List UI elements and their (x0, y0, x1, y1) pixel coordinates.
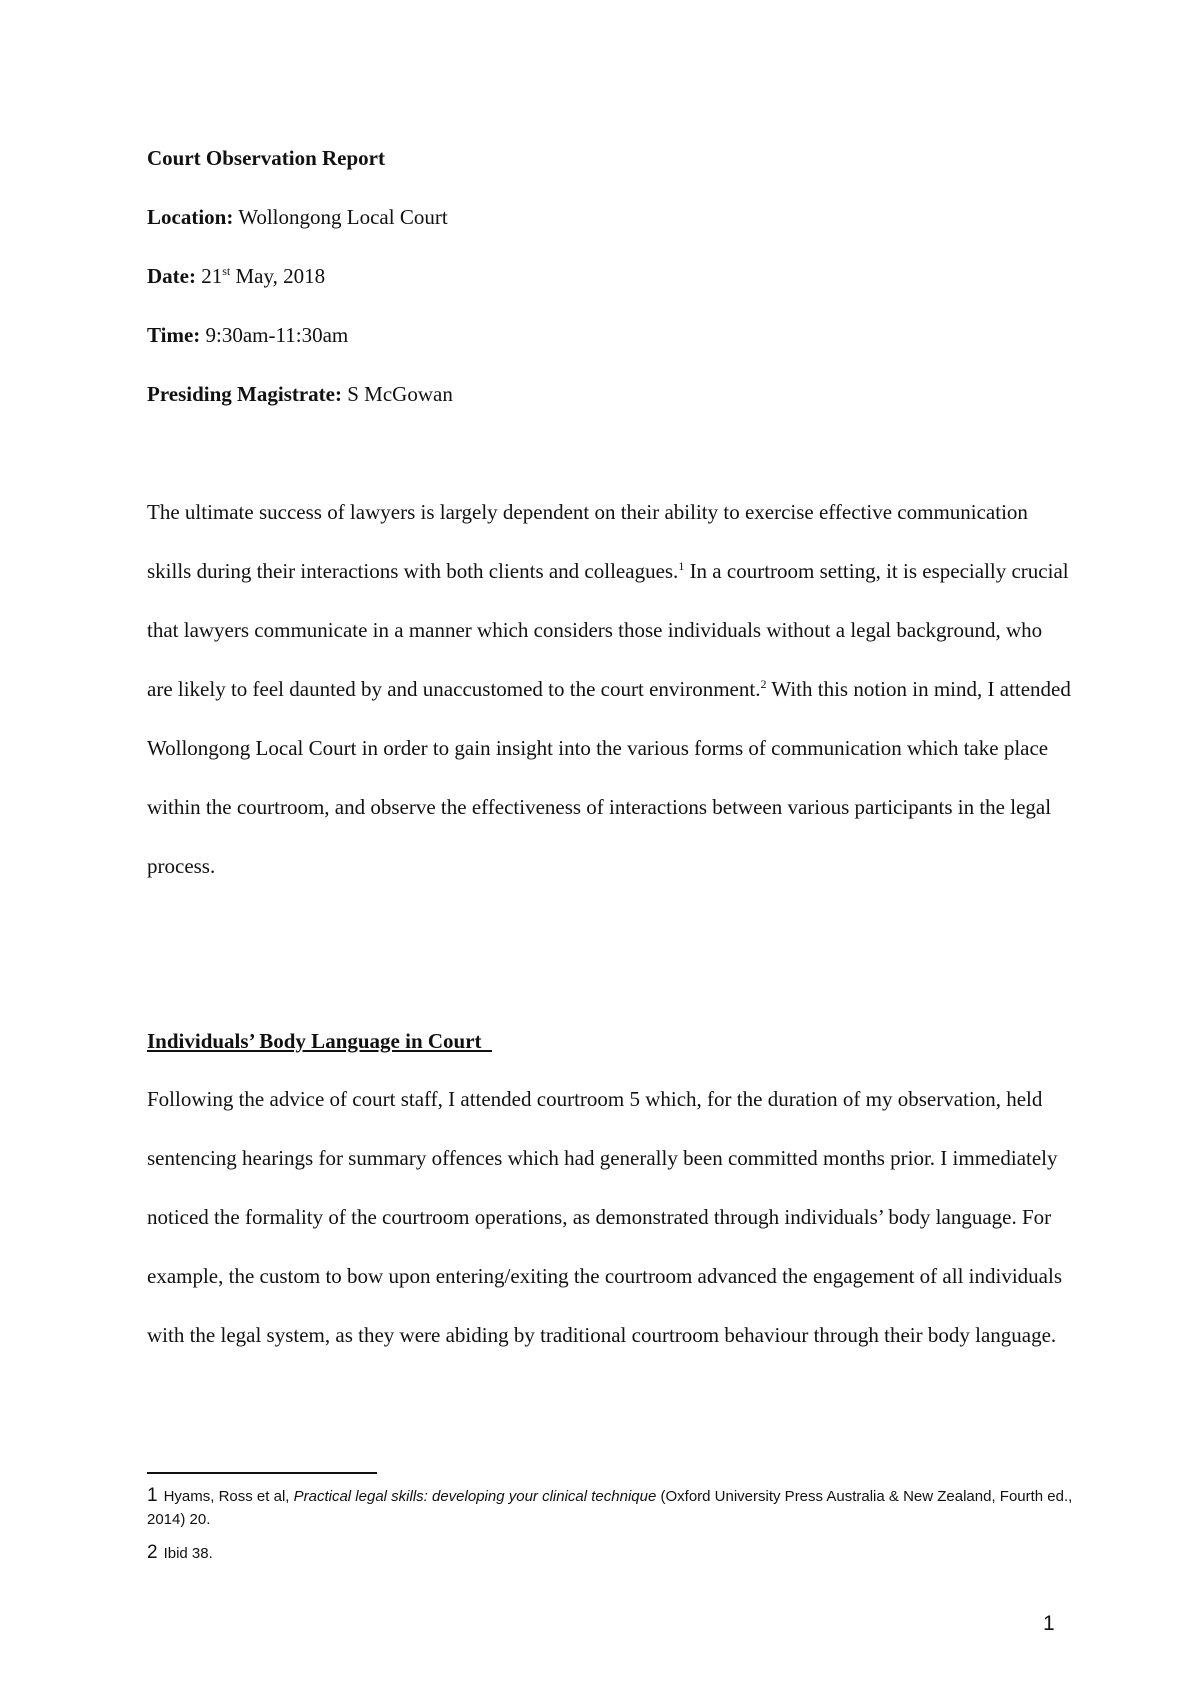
location-line (147, 205, 448, 230)
date-label: Date: (147, 264, 196, 288)
footnote-2 (147, 1541, 1077, 1565)
intro-text-2: In a courtroom setting, it is especially crucial that lawyers communicate in a manner which considers those individuals without a legal background, who are likely to feel daunted by and unaccustomed to the court environment. (147, 559, 1069, 701)
intro-paragraph (147, 483, 1072, 896)
footnote-2-text: Ibid 38. (163, 1545, 213, 1562)
location-value: Wollongong Local Court (238, 205, 448, 229)
footnote-2-number: 2 (147, 1542, 158, 1563)
footnote-1 (147, 1484, 1077, 1531)
footnote-1-pre: Hyams, Ross et al, (163, 1488, 294, 1505)
intro-text-3: With this notion in mind, I attended Wollongong Local Court in order to gain insight into the various forms of communication which take place within the courtroom, and observe the effectiveness of interactions between various participants in the legal process. (147, 677, 1071, 878)
report-title: Court Observation Report (147, 146, 385, 170)
location-label: Location: (147, 205, 234, 229)
date-suffix: st (222, 264, 231, 278)
section-heading: Individuals’ Body Language in Court (147, 1029, 493, 1053)
footnote-1-number: 1 (147, 1485, 158, 1506)
time-value: 9:30am-11:30am (205, 323, 349, 347)
footnote-ref-2: 2 (760, 677, 767, 691)
magistrate-value: S McGowan (347, 382, 453, 406)
time-label: Time: (147, 323, 201, 347)
footnote-divider (147, 1472, 377, 1474)
footnote-ref-1: 1 (678, 559, 685, 573)
section-paragraph (147, 1070, 1072, 1365)
time-line (147, 323, 348, 348)
section-body: Following the advice of court staff, I attended courtroom 5 which, for the duration of my observation, held sentencing hearings for summary offences which had generally been committed months prior. I immediately noticed the formality of the courtroom operations, as demonstrated through individuals’ body language. For example, the custom to bow upon entering/exiting the courtroom advanced the engagement of all individuals with the legal system, as they were abiding by traditional courtroom behaviour through their body language. (147, 1087, 1062, 1347)
date-rest: May, 2018 (235, 264, 326, 288)
intro-text-1: The ultimate success of lawyers is largely dependent on their ability to exercise effective communication skills during their interactions with both clients and colleagues. (147, 500, 1028, 583)
magistrate-label: Presiding Magistrate: (147, 382, 342, 406)
page-number: 1 (1043, 1612, 1055, 1635)
date-line (147, 264, 325, 289)
footnote-1-post: (Oxford University Press Australia & New Zealand, Fourth ed., 2014) 20. (147, 1488, 1073, 1528)
date-day: 21 (201, 264, 223, 288)
magistrate-line (147, 382, 453, 407)
footnote-1-title: Practical legal skills: developing your clinical technique (293, 1488, 657, 1505)
